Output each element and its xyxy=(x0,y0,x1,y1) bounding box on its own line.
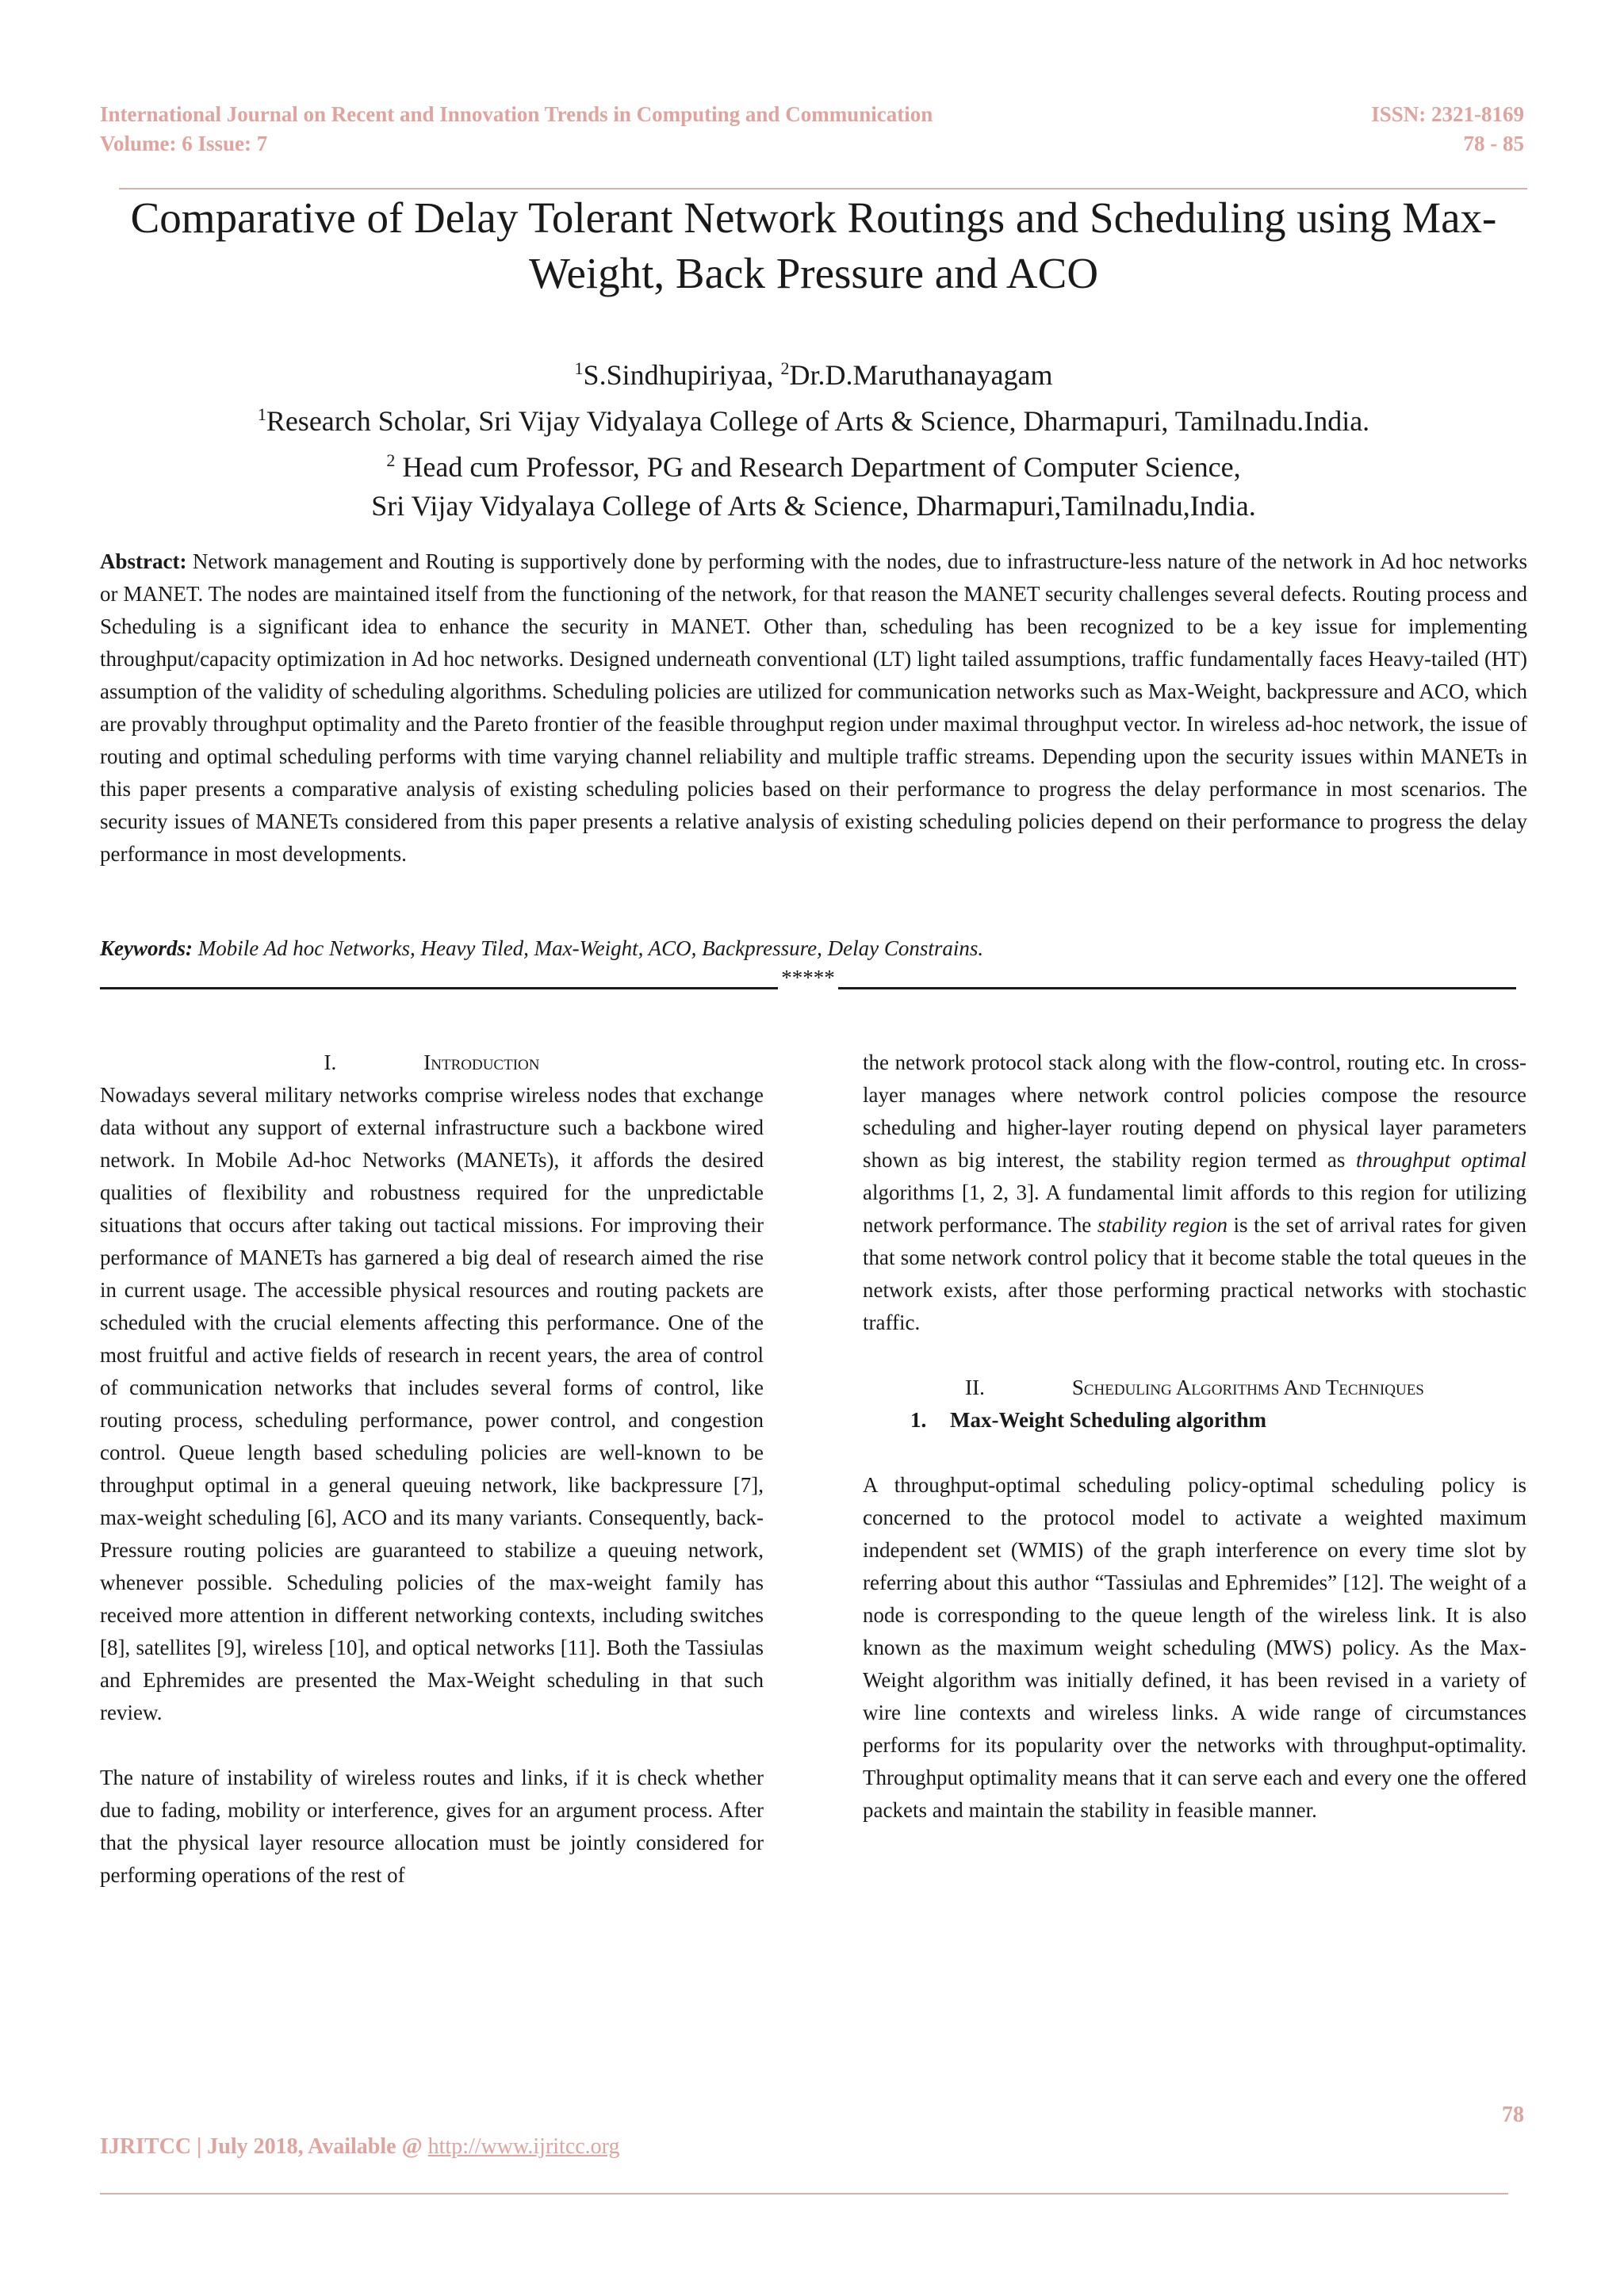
intro-paragraph-2: The nature of instability of wireless routes and links, if it is check whether due to fading, mobility or interference, gives for an argument process. After that the physical layer resource allocation must be jointly considered for performing operations of the rest of xyxy=(100,1766,764,1887)
separator-stars: ***** xyxy=(781,965,835,989)
journal-name: International Journal on Recent and Innovation Trends in Computing and Communication xyxy=(100,102,933,126)
author-block xyxy=(100,349,1527,526)
paper-title-line-2: Weight, Back Pressure and ACO xyxy=(528,249,1099,297)
intro-paragraph-1: Nowadays several military networks comprise wireless nodes that exchange data without any support of external infrastructure such a backbone wired network. In Mobile Ad-hoc Networks (MANETs), it affords the desired qualities of flexibility and robustness required for the unpredictable situations that occurs after taking out tactical missions. For improving their performance of MANETs has garnered a big deal of research aimed the rise in current usage. The accessible physical resources and routing packets are scheduled with the crucial elements affecting this performance. One of the most fruitful and active fields of research in recent years, the area of control of communication networks that includes several forms of control, like routing process, scheduling performance, power control, and congestion control. Queue length based scheduling policies are well-known to be throughput optimal in a general queuing network, like backpressure [7], max-weight scheduling [6], ACO and its many variants. Consequently, back-Pressure routing policies are guaranteed to stabilize a queuing network, whenever possible. Scheduling policies of the max-weight family has received more attention in different networking contexts, including switches [8], satellites [9], wireless [10], and optical networks [11]. Both the Tassiulas and Ephremides are presented the Max-Weight scheduling in that such review. xyxy=(100,1083,764,1724)
intro-p3-part-c: is the set of arrival rates for given that some network control policy that it become stable the total queues in the network exists, after those performing practical networks with stochastic traffic. xyxy=(863,1213,1526,1334)
author-names xyxy=(100,349,1527,395)
journal-volume: Volume: 6 Issue: 7 xyxy=(100,132,268,155)
abstract xyxy=(100,545,1527,871)
paper-title-line-1: Comparative of Delay Tolerant Network Routings and Scheduling using Max- xyxy=(130,193,1497,242)
affiliation-2 xyxy=(100,441,1527,487)
footer-link[interactable]: http://www.ijritcc.org xyxy=(427,2134,620,2159)
separator-line-left xyxy=(100,987,778,989)
abstract-text: Network management and Routing is supportively done by performing with the nodes, due to infrastructure-less nature of the network in Ad hoc networks or MANET. The nodes are maintained itself from the functioning of the network, for that reason the MANET security challenges several defects. Routing process and Scheduling is a significant idea to enhance the security in MANET. Other than, scheduling has been recognized to be a key issue for implementing throughput/capacity optimization in Ad hoc networks. Designed underneath conventional (LT) light tailed assumptions, traffic fundamentally faces Heavy-tailed (HT) assumption of the validity of scheduling algorithms. Scheduling policies are utilized for communication networks such as Max-Weight, backpressure and ACO, which are provably throughput optimality and the Pareto frontier of the feasible throughput region under maximal throughput vector. In wireless ad-hoc network, the issue of routing and optimal scheduling performs with time varying channel reliability and multiple traffic streams. Depending upon the security issues within MANETs in this paper presents a comparative analysis of existing scheduling policies based on their performance to progress the delay performance in most scenarios. The security issues of MANETs considered from this paper presents a relative analysis of existing scheduling policies depend on their performance to progress the delay performance in most developments. xyxy=(100,549,1527,866)
intro-paragraph-3 xyxy=(863,1047,1526,1339)
journal-issn: ISSN: 2321-8169 xyxy=(1371,102,1524,126)
journal-header-right xyxy=(1371,100,1524,159)
intro-p3-emphasis-1: throughput optimal xyxy=(1355,1148,1526,1172)
journal-pages: 78 - 85 xyxy=(1463,132,1524,155)
maxweight-paragraph: A throughput-optimal scheduling policy-optimal scheduling policy is concerned to the protocol model to activate a weighted maximum independent set (WMIS) of the graph interference on every time slot by referring about this author “Tassiulas and Ephremides” [12]. The weight of a node is corresponding to the queue length of the wireless link. It is also known as the maximum weight scheduling (MWS) policy. As the Max-Weight algorithm was initially defined, it has been revised in a variety of wire line contexts and wireless links. A wide range of circumstances performs for its popularity over the networks with throughput-optimality. Throughput optimality means that it can serve each and every one the offered packets and maintain the stability in feasible manner. xyxy=(863,1473,1526,1822)
section-2-number: II. xyxy=(965,1376,985,1399)
intro-p3-part-b: algorithms [1, 2, 3]. A fundamental limit affords to this region for utilizing network performance. The xyxy=(863,1181,1526,1237)
keywords-label: Keywords: xyxy=(100,936,193,960)
footer xyxy=(100,2134,620,2160)
author-2: Dr.D.Maruthanayagam xyxy=(789,359,1053,391)
section-separator xyxy=(100,964,1516,991)
author-2-sup: 2 xyxy=(780,358,790,378)
intro-p3-part-a: the network protocol stack along with the flow-control, routing etc. In cross-layer manages where network control policies compose the resource scheduling and higher-layer routing depend on physical layer parameters shown as big interest, the stability region termed as xyxy=(863,1050,1526,1172)
header-divider xyxy=(119,188,1527,189)
section-2-heading xyxy=(863,1372,1526,1404)
section-2-title: Scheduling Algorithms And Techniques xyxy=(1071,1376,1424,1399)
page-number: 78 xyxy=(1502,2103,1524,2127)
right-column xyxy=(863,1047,1526,1827)
affiliation-2-line-1: Head cum Professor, PG and Research Department of Computer Science, xyxy=(395,451,1241,483)
paper-title xyxy=(100,190,1527,301)
footer-divider xyxy=(100,2193,1508,2195)
journal-header xyxy=(100,100,933,159)
subsection-1-heading xyxy=(863,1404,1526,1437)
section-1-heading xyxy=(100,1047,764,1079)
affiliation-1 xyxy=(100,395,1527,441)
paragraph-gap xyxy=(863,1437,1526,1469)
subsection-1-title: Max-Weight Scheduling algorithm xyxy=(950,1408,1267,1432)
affiliation-1-sup: 1 xyxy=(257,404,266,424)
paragraph-gap xyxy=(863,1339,1526,1372)
affiliation-2-sup: 2 xyxy=(386,450,396,470)
footer-text: IJRITCC | July 2018, Available @ xyxy=(100,2134,428,2159)
keywords xyxy=(100,932,1527,964)
affiliation-2-line-2: Sri Vijay Vidyalaya College of Arts & Science, Dharmapuri,Tamilnadu,India. xyxy=(371,490,1256,522)
paragraph-gap xyxy=(100,1729,764,1762)
keywords-text: Mobile Ad hoc Networks, Heavy Tiled, Max-Weight, ACO, Backpressure, Delay Constrains. xyxy=(197,936,984,960)
section-1-number: I. xyxy=(324,1050,337,1074)
abstract-label: Abstract: xyxy=(100,549,187,573)
section-1-title: Introduction xyxy=(423,1050,540,1074)
author-1: S.Sindhupiriyaa, xyxy=(583,359,781,391)
intro-p3-emphasis-2: stability region xyxy=(1097,1213,1228,1237)
affiliation-1-text: Research Scholar, Sri Vijay Vidyalaya College of Arts & Science, Dharmapuri, Tamilnadu.India. xyxy=(266,405,1370,437)
subsection-1-number: 1. xyxy=(910,1408,927,1432)
author-1-sup: 1 xyxy=(574,358,584,378)
left-column xyxy=(100,1047,764,1892)
separator-line-right xyxy=(838,987,1516,989)
